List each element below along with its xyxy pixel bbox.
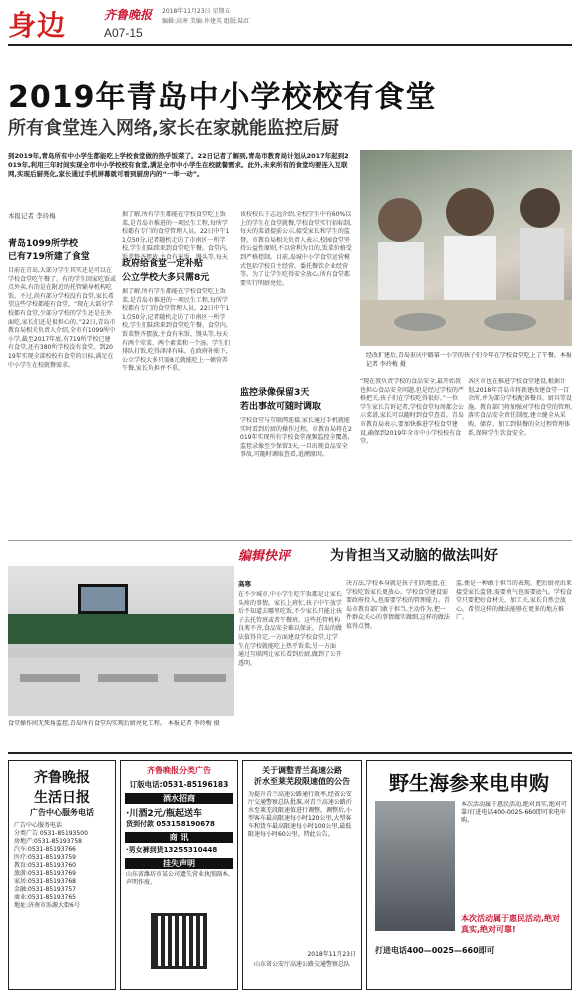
ad1-line: 分类广告 0531-85193500 [14,830,88,837]
date-line: 2018年11月23日 星期五 [162,8,231,15]
ad4-title: 野生海参来电申购 [389,771,549,795]
editor-line: 编辑:高寒 美编:许建英 组版:陆红 [162,18,250,25]
ad3-body: 为提升青兰高速公路通行效率,经省公安厅交通警察总队批准,对青兰高速公路沂水至莱芜段限速值进行调整。调整后,小型客车最高限速每小时120公里,大型客车和货车最高限速每小时100公里,最低限速每小时60公里。特此公告。 [248,791,352,838]
students-lunch-photo [360,150,572,346]
ad2-section-news: 商 讯 [125,832,233,843]
commentary-col3: 监,便是一种敢于担当的表现。把后厨亮出来接受家长监督,需要勇气也需要底气。学校食堂只要把好食材关、加工关,家长自然会放心。希望这样的做法能够在更多的地方推广。 [456,580,572,622]
byline: 本报记者 李玲梅 [8,212,56,220]
col4-body: “现在我负责学校的食品安全,最开始我也担心食品安全问题,但是经过学校的严格把关,孩子们在学校吃得很好。”一位学生家长告诉记者,学校食堂每周都会公示菜谱,家长可以随时到食堂查看。青岛市教育局表示,要加快推进学校食堂建设,确保到2019年全市中小学校校有食堂。 [360,378,464,446]
canteen-monitor-photo [8,566,234,716]
canteen-illustration [8,566,234,716]
ad4-body: 本次活动属于惠民活动,绝对真实,绝对可靠!打进电话400-0025-660即可来电申购。 [461,801,567,824]
ad4-photo [375,801,455,931]
qr-code [151,913,207,969]
col3b-body: 学校食堂与互联网连接,家长通过手机就能实时看到后厨的操作过程。市教育局将在2019年实现所有学校食堂视频监控全覆盖,监控录像至少保留3天,一旦出现食品安全事故,可随时调取查看,追溯原因。 [240,417,352,459]
photo2-caption: 食堂操作间无死角监控,青岛所有食堂均实现后厨亮化工程。 本报记者 李玲梅 摄 [8,720,220,727]
ad1-line: 教育:0531-85193760 [14,862,76,869]
ad2-line1: ·川酒2元/瓶起送车 [126,809,202,819]
photo-illustration [360,150,572,346]
commentary-label: 编辑快评 [238,549,291,564]
ad1-title2: 生活日报 [34,790,90,806]
subhead-3-line2: 若出事故可随时调取 [240,402,322,412]
subhead-2-line1: 政府给食堂一定补贴 [122,259,204,269]
ad3-subtitle: 沂水至莱芜段限速值的公告 [254,777,350,786]
ad1-title1: 齐鲁晚报 [34,770,90,786]
col3-body: 该校校长于志远介绍,全校学生中有60%以上的学生在食堂就餐,学校食堂实行招标制,每天的菜谱提前公示,接受家长和学生的监督。市教育局相关负责人表示,校园食堂坚持公益性原则,不以营利为目的,饭菜价格受到严格控制。目前,岛城中小学食堂运营模式包括学校自主经营、委托餐饮企业经营等。为了让学生吃得安全放心,所有食堂都要实行明厨亮灶。 [240,211,352,287]
subhead-1-line1: 青岛1099所学校 [8,239,79,249]
col2-body: 据了解,所有学生都能在学校食堂吃上饭菜,是青岛市推进的一项民生工程,每所学校都有专门的食堂管理人员。22日中午11点50分,记者随机走访了市南区一所学校,学生们陆续来到食堂吃午餐。食堂内,饭菜整齐摆放,主食有米饭、馒头等,每天有两个荤菜、两个素菜和一个汤。学生们排队打饭,吃得津津有味。在政府补贴下,公立学校大多只需8元就能吃上一顿营养午餐,家长负担并不重。 [122,288,231,373]
ad2-section-wine: 酒水招商 [125,793,233,804]
commentary-col1: 在不少城市,中小学生吃午饭都是让家长头疼的事情。家长上班忙,孩子中午放学后不知道去哪里吃饭,不少家长只能让孩子去托管班或者午餐班。这些托管机构良莠不齐,食品安全难以保证。青岛的做法值得肯定,一方面建设学校食堂,让学生在学校就能吃上热乎饭菜;另一方面通过互联网让家长看到后厨,做到了公开透明。 [238,591,342,667]
ad1-line: 地址:济南市泺源大街6号 [14,902,80,909]
ad1-line: 房地产:0531-85193758 [14,838,82,845]
ad1-line: 医疗:0531-85193759 [14,854,76,861]
ad3-footer: 山东省公安厅高速公路交通警察总队 [253,961,350,968]
ad4-highlight: 本次活动属于惠民活动,绝对真实,绝对可靠! [461,914,561,934]
commentary-title: 为肯担当又动脑的做法叫好 [330,548,498,564]
ad1-line: 旅游:0531-85193769 [14,870,76,877]
ad2-section-lost: 挂失声明 [125,858,233,869]
ad2-line3: ·男女裤到货13255310448 [126,846,218,854]
subhead-1-line2: 已有719所建了食堂 [8,252,90,262]
photo1-caption: 经改扩建后,青岛重庆中路第一小学的孩子们今年在学校食堂吃上了午餐。本报记者 李玲梅 摄 [366,352,572,368]
ad1-line: 家居:0531-85193768 [14,878,76,885]
ad1-lines [9,822,115,910]
ad4-phone: 打进电话400—0025—660即可 [375,946,495,955]
ad2-line4: 山东省潍坊市某公司遗失营业执照副本,声明作废。 [126,871,230,886]
headline: 2019年青岛中小学校校有食堂 [8,80,437,115]
ad-highway-notice [242,760,362,990]
ad3-title: 关于调整青兰高速公路 [262,766,342,775]
ad-service-phones [8,760,116,990]
subhead-3-line1: 监控录像保留3天 [240,388,310,398]
ad-classified [120,760,238,990]
brand-logo: 齐鲁晚报 [104,8,153,22]
subheadline: 所有食堂连入网络,家长在家就能监控后厨 [8,118,339,139]
commentary-col2: 决方法,学校本身就是孩子们的地盘,在学校吃饭家长更放心。学校食堂建设需要政府投入,也需要学校的管理能力。青岛市教育部门敢于担当,主动作为,把一件群众关心的事情做实做细,这样的做法值得点赞。 [346,580,450,630]
ad1-line: 广告中心服务电话 [14,822,63,829]
col5-body: 各区市也在推进学校食堂建设,根据计划,2018年青岛市将新建改建食堂一百余所,并为部分学校配备餐具、厨具等设施。教育部门将加强对学校食堂的管理,落实食品安全责任制度,建立健全从采购、储存、加工到供餐的全过程管理体系,保障学生饮食安全。 [468,378,572,437]
subhead-2-line2: 公立学校大多只需8元 [122,273,210,283]
ad3-date: 2018年11月23日 [307,951,356,958]
ad1-line: 汽车:0531-85193766 [14,846,76,853]
ads-rule [8,752,572,754]
col2-body-top: 据了解,所有学生都能在学校食堂吃上饭菜,是青岛市推进的一项民生工程,每所学校都有专门的食堂管理人员。22日中午11点50分,记者随机走访了市南区一所学校,学生们陆续来到食堂吃午餐。食堂内,饭菜整齐摆放,主食有米饭、馒头等,每天 [122,211,230,261]
ad-sea-cucumber [366,760,572,990]
page-number: A07-15 [104,26,143,40]
ad1-title3: 广告中心服务电话 [30,808,94,817]
ad2-brand: 齐鲁晚报分类广告 [147,766,211,775]
lead-paragraph: 到2019年,青岛所有中小学生都能吃上学校食堂做的热乎饭菜了。22日记者了解到,青岛市教育局计划从2017年起到2019年,利用三年时间实现全市中小学校校有食堂,满足全市中小学生在校就餐需求。此外,未来所有的食堂均要连入互联网,实现后厨亮化,家长通过手机屏幕就可看到厨房内的“一举一动”。 [8,152,349,178]
ad1-line: 商业:0531-85193765 [14,894,76,901]
section-title: 身边 [8,9,67,42]
commentary-rule [8,540,572,541]
ad2-phone: 订版电话:0531-85196183 [129,780,229,789]
col1-body: 目前在青岛,大部分学生其实还是可以在学校食堂吃午餐了。有的学生回家吃饭或点外卖,有的是在附近的托管辅导机构吃饭。不过,尚有部分学校没有食堂,家长希望这些学校都能有食堂。“现在大部分学校都有食堂,少部分学校的学生还是在外面吃,家长们还是很担心的。”22日,青岛市教育局相关负责人介绍,全市有1099所中小学,截至2017年底,有719所学校已建有食堂,还有380所学校没有食堂。到2019年实现全部校校有食堂的目标,满足在中小学生在校就餐需求。 [8,267,116,369]
commentary-author: 高寒 [238,580,251,588]
ad1-line: 金融:0531-85193757 [14,886,76,893]
ad2-line2: 货到付款 053158190678 [126,820,215,828]
masthead-rule [8,44,572,46]
